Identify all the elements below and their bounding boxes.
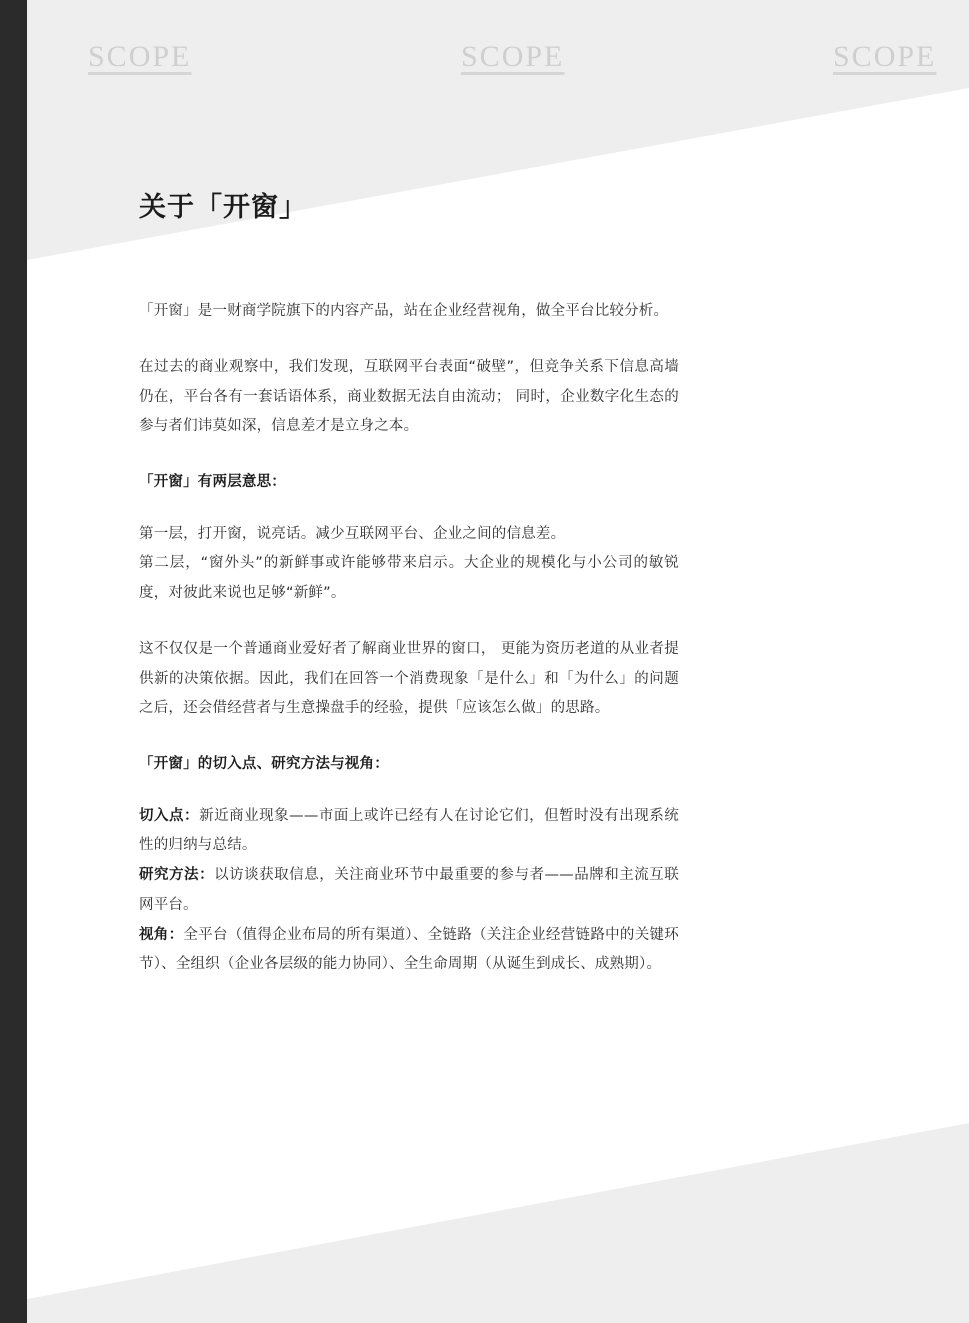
paragraph-value: 这不仅仅是一个普通商业爱好者了解商业世界的窗口， 更能为资历老道的从业者提供新的决策依据。因此，我们在回答一个消费现象「是什么」和「为什么」的问题之后，还会借经营者与生意操盘手的经验，提供「应该怎么做」的思路。 [139, 640, 679, 717]
meaning-line-1: 第一层，打开窗，说亮话。减少互联网平台、企业之间的信息差。 [139, 525, 566, 542]
watermark-scope-center: SCOPE [461, 40, 565, 73]
method-item [139, 921, 679, 980]
watermark-scope-right: SCOPE [833, 40, 937, 73]
paragraph-intro: 「开窗」是一财商学院旗下的内容产品，站在企业经营视角，做全平台比较分析。 [139, 303, 669, 320]
section-heading-meanings: 「开窗」有两层意思： [139, 473, 286, 490]
method-item-label: 切入点： [139, 807, 200, 824]
page-title: 关于「开窗」 [139, 192, 307, 223]
method-item [139, 802, 679, 861]
method-item-label: 视角： [139, 926, 184, 943]
bottom-diagonal-band-secondary [27, 1063, 969, 1323]
left-edge-strip [0, 0, 27, 1323]
method-item [139, 861, 679, 920]
method-item-text: 以访谈获取信息，关注商业环节中最重要的参与者——品牌和主流互联网平台。 [139, 867, 680, 913]
method-item-text: 全平台（值得企业布局的所有渠道）、全链路（关注企业经营链路中的关键环节）、全组织（企业各层级的能力协同）、全生命周期（从诞生到成长、成熟期）。 [139, 926, 680, 973]
section-heading-method: 「开窗」的切入点、研究方法与视角： [139, 756, 389, 772]
meaning-line-2: 第二层，“窗外头”的新鲜事或许能够带来启示。大企业的规模化与小公司的敏锐度，对彼此来说也足够“新鲜”。 [139, 555, 679, 602]
method-list [139, 802, 679, 980]
method-item-label: 研究方法： [139, 867, 215, 884]
paragraph-observation: 在过去的商业观察中，我们发现，互联网平台表面“破壁”，但竞争关系下信息高墙仍在，平台各有一套话语体系，商业数据无法自由流动； 同时，企业数字化生态的参与者们讳莫如深，信息差才是立身之本。 [139, 358, 679, 435]
watermark-scope-left: SCOPE [88, 40, 192, 73]
method-item-text: 新近商业现象——市面上或许已经有人在讨论它们，但暂时没有出现系统性的归纳与总结。 [139, 807, 679, 854]
meanings-list [139, 520, 679, 609]
document-content [139, 190, 679, 1006]
